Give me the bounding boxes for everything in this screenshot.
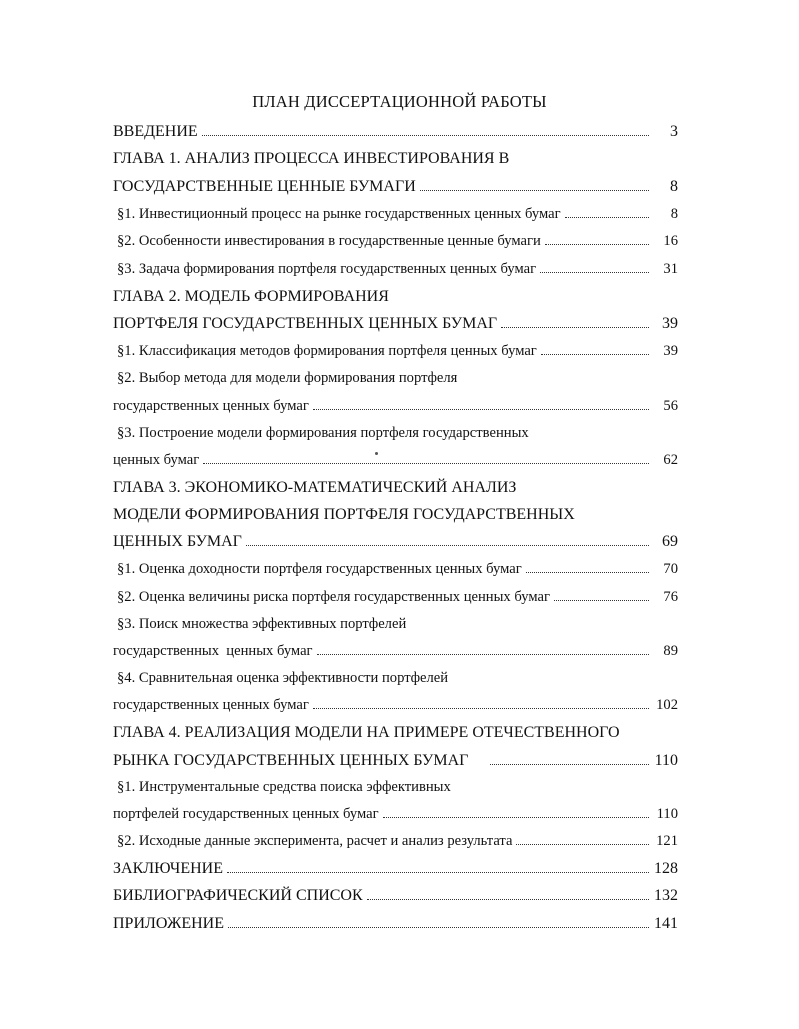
toc-chapter-3-section-2 bbox=[117, 589, 678, 611]
toc-chapter-3-section-4-line-2 bbox=[113, 697, 678, 719]
toc-page-number: 121 bbox=[656, 833, 678, 849]
toc-page-number: 8 bbox=[670, 178, 678, 195]
toc-leader-dots bbox=[317, 651, 649, 655]
toc-entry-text: государственных ценных бумаг bbox=[113, 643, 313, 659]
toc-entry-bibliography bbox=[113, 887, 678, 909]
toc-entry-text: ценных бумаг bbox=[113, 452, 200, 468]
toc-entry-text: государственных ценных бумаг bbox=[113, 697, 309, 713]
toc-leader-dots bbox=[203, 460, 649, 464]
toc-page-number: 70 bbox=[663, 561, 678, 577]
toc-leader-dots bbox=[501, 324, 649, 328]
toc-chapter-3-line-2 bbox=[113, 506, 678, 528]
toc-leader-dots bbox=[565, 214, 649, 218]
toc-entry-text: ПОРТФЕЛЯ ГОСУДАРСТВЕННЫХ ЦЕННЫХ БУМАГ bbox=[113, 315, 498, 332]
toc-entry-text: §1. Инструментальные средства поиска эффективных bbox=[117, 779, 451, 795]
toc-leader-dots bbox=[516, 841, 649, 845]
toc-entry-text: §2. Выбор метода для модели формирования портфеля bbox=[117, 370, 458, 386]
toc-entry-text: §3. Задача формирования портфеля государственных ценных бумаг bbox=[117, 261, 537, 277]
toc-entry-text: ГЛАВА 3. ЭКОНОМИКО-МАТЕМАТИЧЕСКИЙ АНАЛИЗ bbox=[113, 479, 517, 496]
toc-leader-dots bbox=[367, 896, 649, 900]
toc-page-number: 39 bbox=[662, 315, 678, 332]
toc-entry-text: ПРИЛОЖЕНИЕ bbox=[113, 915, 225, 932]
toc-entry-text: государственных ценных бумаг bbox=[113, 398, 309, 414]
toc-leader-dots bbox=[490, 761, 649, 765]
toc-leader-dots bbox=[545, 241, 649, 245]
toc-leader-dots bbox=[246, 542, 649, 546]
toc-chapter-2-section-1 bbox=[117, 343, 678, 365]
toc-chapter-2-section-2-line-1 bbox=[117, 370, 678, 392]
toc-chapter-4-section-1-line-2 bbox=[113, 806, 678, 828]
toc-page-number: 62 bbox=[663, 452, 678, 468]
toc-entry-text: §2. Особенности инвестирования в государственные ценные бумаги bbox=[117, 233, 541, 249]
toc-chapter-4-section-1-line-1 bbox=[117, 779, 678, 801]
toc-chapter-3-line-3 bbox=[113, 533, 678, 555]
toc-chapter-1-section-1 bbox=[117, 206, 678, 228]
scan-speck bbox=[375, 452, 378, 455]
toc-chapter-2-section-3-line-2 bbox=[113, 452, 678, 474]
toc-chapter-3-section-3-line-1 bbox=[117, 616, 678, 638]
toc-leader-dots bbox=[228, 924, 649, 928]
toc-entry-text: ГОСУДАРСТВЕННЫЕ ЦЕННЫЕ БУМАГИ bbox=[113, 178, 416, 195]
toc-entry-text: §3. Построение модели формирования портфеля государственных bbox=[117, 425, 529, 441]
toc-leader-dots bbox=[554, 597, 649, 601]
toc-page-number: 128 bbox=[654, 860, 678, 877]
toc-entry-text: §1. Инвестиционный процесс на рынке государственных ценных бумаг bbox=[117, 206, 561, 222]
toc-page-number: 3 bbox=[670, 123, 678, 140]
toc-leader-dots bbox=[420, 187, 649, 191]
toc-entry-conclusion bbox=[113, 860, 678, 882]
toc-entry-text: ГЛАВА 4. РЕАЛИЗАЦИЯ МОДЕЛИ НА ПРИМЕРЕ ОТЕЧЕСТВЕННОГО bbox=[113, 724, 620, 741]
toc-entry-text: ЦЕННЫХ БУМАГ bbox=[113, 533, 242, 550]
toc-chapter-2-line-1 bbox=[113, 288, 678, 310]
toc-leader-dots bbox=[227, 869, 649, 873]
toc-page-number: 141 bbox=[654, 915, 678, 932]
toc-entry-text: МОДЕЛИ ФОРМИРОВАНИЯ ПОРТФЕЛЯ ГОСУДАРСТВЕННЫХ bbox=[113, 506, 575, 523]
toc-entry-text: §4. Сравнительная оценка эффективности портфелей bbox=[117, 670, 449, 686]
toc-chapter-1-line-1 bbox=[113, 150, 678, 172]
toc-entry-text: ЗАКЛЮЧЕНИЕ bbox=[113, 860, 223, 877]
toc-page-number: 39 bbox=[663, 343, 678, 359]
toc-entry-introduction bbox=[113, 123, 678, 145]
toc-entry-text: ГЛАВА 1. АНАЛИЗ ПРОЦЕССА ИНВЕСТИРОВАНИЯ В bbox=[113, 150, 510, 167]
toc-page-number: 16 bbox=[663, 233, 678, 249]
toc-leader-dots bbox=[541, 351, 649, 355]
toc-entry-appendix bbox=[113, 915, 678, 937]
toc-chapter-1-section-2 bbox=[117, 233, 678, 255]
toc-chapter-2-section-3-line-1 bbox=[117, 425, 678, 447]
toc-entry-text: §3. Поиск множества эффективных портфелей bbox=[117, 616, 407, 632]
toc-chapter-1-line-2 bbox=[113, 178, 678, 200]
toc-entry-text: §1. Классификация методов формирования портфеля ценных бумаг bbox=[117, 343, 537, 359]
toc-page-number: 8 bbox=[670, 206, 678, 222]
toc-entry-text: §2. Исходные данные эксперимента, расчет и анализ результата bbox=[117, 833, 513, 849]
toc-chapter-4-line-1 bbox=[113, 724, 678, 746]
toc-page-number: 56 bbox=[663, 398, 678, 414]
toc-leader-dots bbox=[313, 406, 649, 410]
toc-page-number: 102 bbox=[656, 697, 678, 713]
toc-page-number: 69 bbox=[662, 533, 678, 550]
toc-entry-text: §1. Оценка доходности портфеля государственных ценных бумаг bbox=[117, 561, 522, 577]
toc-entry-text: ВВЕДЕНИЕ bbox=[113, 123, 198, 140]
toc-entry-text: портфелей государственных ценных бумаг bbox=[113, 806, 379, 822]
toc-leader-dots bbox=[526, 569, 649, 573]
toc-leader-dots bbox=[540, 269, 649, 273]
toc-page-number: 31 bbox=[663, 261, 678, 277]
toc-entry-text: ГЛАВА 2. МОДЕЛЬ ФОРМИРОВАНИЯ bbox=[113, 288, 389, 305]
toc-page-number: 76 bbox=[663, 589, 678, 605]
page-title: ПЛАН ДИССЕРТАЦИОННОЙ РАБОТЫ bbox=[252, 92, 547, 111]
toc-chapter-3-line-1 bbox=[113, 479, 678, 501]
toc-page-number: 110 bbox=[656, 806, 678, 822]
toc-entry-text: БИБЛИОГРАФИЧЕСКИЙ СПИСОК bbox=[113, 887, 363, 904]
toc-leader-dots bbox=[383, 814, 649, 818]
toc-chapter-2-line-2 bbox=[113, 315, 678, 337]
toc-page-number: 110 bbox=[654, 752, 678, 769]
toc-page-number: 89 bbox=[663, 643, 678, 659]
toc-entry-text: §2. Оценка величины риска портфеля государственных ценных бумаг bbox=[117, 589, 550, 605]
toc-leader-dots bbox=[202, 132, 649, 136]
toc-chapter-3-section-4-line-1 bbox=[117, 670, 678, 692]
toc-chapter-1-section-3 bbox=[117, 261, 678, 283]
toc-chapter-3-section-3-line-2 bbox=[113, 643, 678, 665]
toc-leader-dots bbox=[313, 705, 649, 709]
toc-chapter-3-section-1 bbox=[117, 561, 678, 583]
toc-chapter-4-line-2 bbox=[113, 752, 678, 774]
toc-page-number: 132 bbox=[654, 887, 678, 904]
toc-chapter-4-section-2 bbox=[117, 833, 678, 855]
toc-chapter-2-section-2-line-2 bbox=[113, 398, 678, 420]
toc-entry-text: РЫНКА ГОСУДАРСТВЕННЫХ ЦЕННЫХ БУМАГ bbox=[113, 752, 469, 769]
